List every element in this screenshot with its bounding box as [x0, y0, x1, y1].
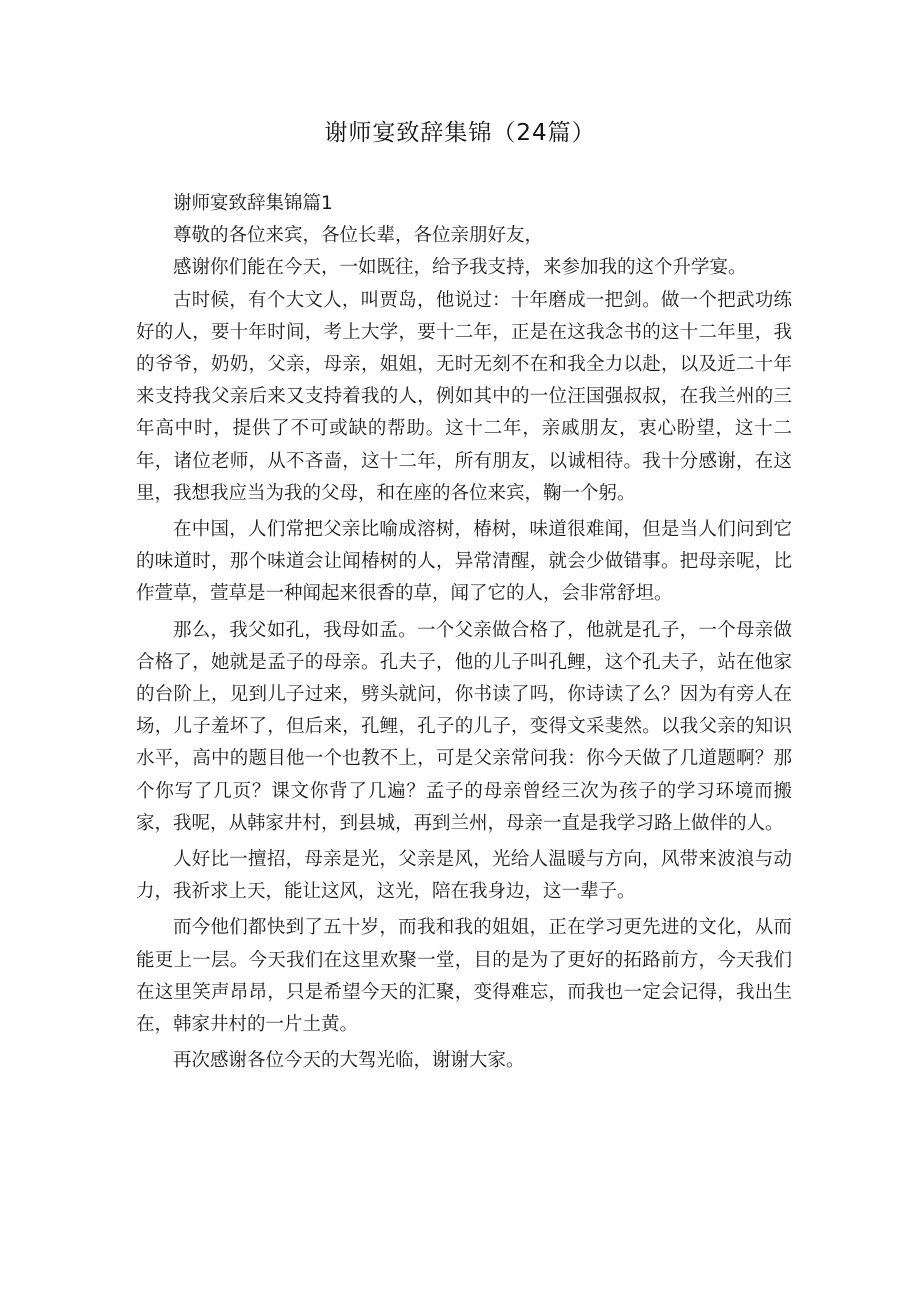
paragraph-confucius: 那么，我父如孔，我母如孟。一个父亲做合格了，他就是孔子，一个母亲做合格了，她就是孟子的母亲。孔夫子，他的儿子叫孔鲤，这个孔夫子，站在他家的台阶上，见到儿子过来，劈头就问，你书读了吗，你诗读了么？因为有旁人在场，儿子羞坏了，但后来，孔鲤，孔子的儿子，变得文采斐然。以我父亲的知识水平，高中的题目他一个也教不上，可是父亲常问我：你今天做了几道题啊？那个你写了几页？课文你背了几遍？孟子的母亲曾经三次为孩子的学习环境而搬家，我呢，从韩家井村，到县城，再到兰州，母亲一直是我学习路上做伴的人。: [136, 619, 792, 834]
paragraph-greeting: 尊敬的各位来宾，各位长辈，各位亲朋好友，: [173, 225, 544, 247]
paragraph-future: 而今他们都快到了五十岁，而我和我的姐姐，正在学习更先进的文化，从而能更上一层。今天我们在这里欢聚一堂，目的是为了更好的拓路前方，今天我们在这里笑声昂昂，只是希望今天的汇聚，变得难忘，而我也一定会记得，我出生在，韩家井村的一片土黄。: [136, 917, 792, 1036]
document-body: [136, 188, 792, 1077]
paragraph-china: 在中国，人们常把父亲比喻成溶树，椿树，味道很难闻，但是当人们问到它的味道时，那个味道会让闻椿树的人，异常清醒，就会少做错事。把母亲呢，比作萱草，萱草是一种闻起来很香的草，闻了它的人，会非常舒坦。: [136, 519, 792, 605]
paragraph-ancient: 古时候，有个大文人，叫贾岛，他说过：十年磨成一把剑。做一个把武功练好的人，要十年时间，考上大学，要十二年，正是在这我念书的这十二年里，我的爷爷，奶奶，父亲，母亲，姐姐，无时无刻不在和我全力以赴，以及近二十年来支持我父亲后来又支持着我的人，例如其中的一位汪国强叔叔，在我兰州的三年高中时，提供了不可或缺的帮助。这十二年，亲戚朋友，衷心盼望，这十二年，诸位老师，从不吝啬，这十二年，所有朋友，以诚相待。我十分感谢，在这里，我想我应当为我的父母，和在座的各位来宾，鞠一个躬。: [136, 289, 792, 504]
paragraph-thanks: 感谢你们能在今天，一如既往，给予我支持，来参加我的这个升学宴。: [173, 257, 747, 279]
paragraph-closing: 再次感谢各位今天的大驾光临，谢谢大家。: [173, 1050, 525, 1072]
paragraph-light-wind: 人好比一擅招，母亲是光，父亲是风，光给人温暖与方向，风带来波浪与动力，我祈求上天，能让这风，这光，陪在我身边，这一辈子。: [136, 849, 792, 903]
document-title: 谢师宴致辞集锦（24篇）: [324, 120, 596, 146]
section-heading: 谢师宴致辞集锦篇1: [173, 193, 333, 214]
